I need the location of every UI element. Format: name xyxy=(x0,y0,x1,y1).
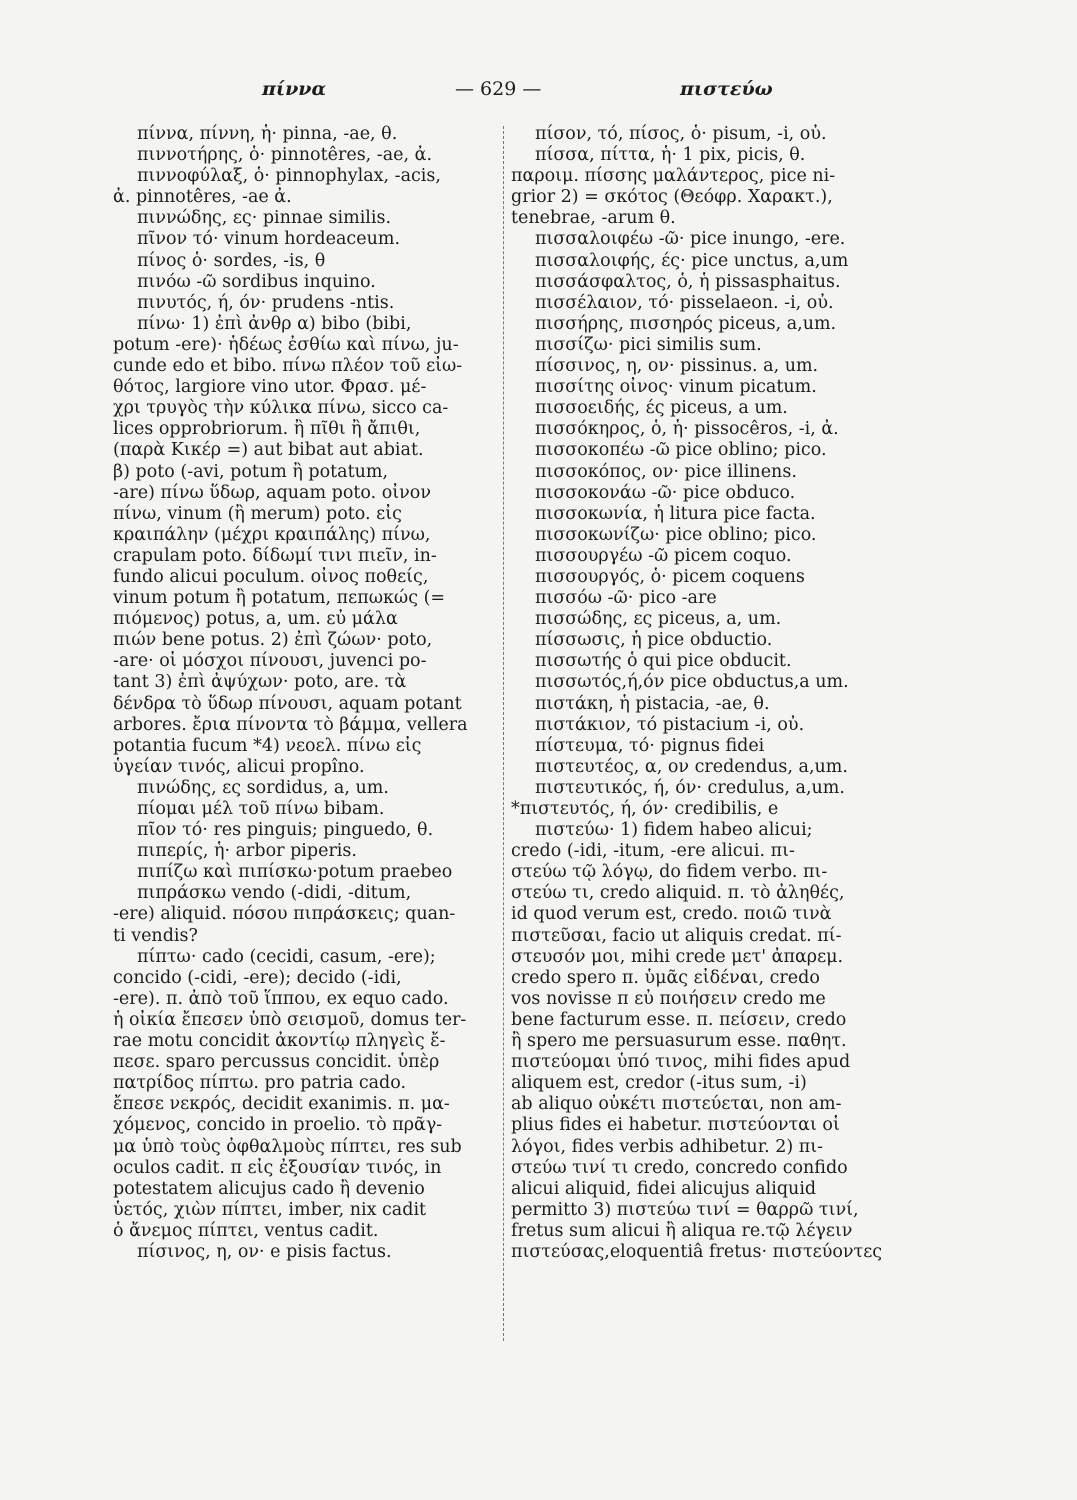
text-line: στευσόν μοι, mihi crede μετ' ἀπαρεμ. xyxy=(511,946,844,967)
text-line: πιννώδης, ες· pinnae similis. xyxy=(137,208,392,229)
text-line: πιπίζω καὶ πιπίσκω·potum praebeo xyxy=(137,862,453,883)
text-line: grior 2) = σκότος (Θεόφρ. Χαρακτ.), xyxy=(511,187,833,208)
text-line: *πιστευτός, ή, όν· credibilis, e xyxy=(511,799,779,819)
text-line: πιννοφύλαξ, ὁ· pinnophylax, -acis, xyxy=(137,166,441,187)
text-line: ti vendis? xyxy=(113,925,198,946)
text-line: χρι τρυγὸς τὴν κύλικα πίνω, sicco ca- xyxy=(113,398,449,419)
text-line: permitto 3) πιστεύω τινί = θαρρῶ τινί, xyxy=(511,1199,859,1220)
text-line: πίομαι μέλ τοῦ πίνω bibam. xyxy=(137,799,385,819)
text-line: πισσοκωνίζω· pice oblino; pico. xyxy=(535,524,817,545)
text-line: id quod verum est, credo. ποιῶ τινὰ xyxy=(511,904,832,925)
text-line: πισσώδης, ες piceus, a, um. xyxy=(535,609,782,630)
text-line: πισσοκόπος, ον· pice illinens. xyxy=(535,461,797,482)
text-line: ἢ spero me persuasurum esse. παθητ. xyxy=(511,1031,847,1052)
text-line: πίσινος, η, ον· e pisis factus. xyxy=(137,1241,392,1262)
text-line: vinum potum ἢ potatum, πεπωκώς (= xyxy=(113,588,446,609)
text-line: πιστάκιον, τό pistacium -i, οὐ. xyxy=(535,714,805,735)
header-first-entry: πίννα xyxy=(262,78,327,100)
text-line: πισσωτός,ή,όν pice obductus,a um. xyxy=(535,672,849,693)
text-line: ὑγείαν τινός, alicui propîno. xyxy=(113,756,365,777)
left-column xyxy=(113,124,508,1263)
text-line: στεύω τῷ λόγῳ, do fidem verbo. πι- xyxy=(511,862,828,883)
text-line: potestatem alicujus cado ἢ devenio xyxy=(113,1178,425,1199)
text-line: πιστευτικός, ή, όν· credulus, a,um. xyxy=(535,777,845,798)
text-line: πιόμενος) potus, a, um. εὖ μάλα xyxy=(113,609,398,630)
text-line: πιστεύσας,eloquentiâ fretus· πιστεύοντες xyxy=(511,1241,883,1262)
text-line: πισσουργέω -ῶ picem coquo. xyxy=(535,545,792,566)
text-line: πινώδης, ες sordidus, a, um. xyxy=(137,777,389,798)
text-line: credo spero π. ὑμᾶς εἰδέναι, credo xyxy=(511,967,820,988)
text-line: πισσόω -ῶ· pico -are xyxy=(535,588,717,609)
text-line: πιπερίς, ἡ· arbor piperis. xyxy=(137,841,357,862)
text-line: πισσουργός, ὁ· picem coquens xyxy=(535,566,805,587)
page-number: — 629 — xyxy=(455,78,542,100)
text-line: πινυτός, ή, όν· prudens -ntis. xyxy=(137,292,395,313)
text-line: θότος, largiore vino utor. Φρασ. μέ- xyxy=(113,377,427,398)
text-line: λόγοι, fides verbis adhibetur. 2) πι- xyxy=(511,1136,824,1157)
text-line: β) poto (-avi, potum ἢ potatum, xyxy=(113,461,389,482)
text-line: aliquem est, credor (-itus sum, -i) xyxy=(511,1073,807,1094)
text-line: fretus sum alicui ἢ aliqua re.τῷ λέγειν xyxy=(511,1220,853,1241)
text-line: potum -ere)· ἡδέως ἐσθίω καὶ πίνω, ju- xyxy=(113,334,459,355)
text-line: ὑετός, χιὼν πίπτει, imber, nix cadit xyxy=(113,1199,427,1220)
text-line: πίσσινος, η, ον· pissinus. a, um. xyxy=(535,356,819,377)
text-line: ἔπεσε νεκρός, decidit exanimis. π. μα- xyxy=(113,1094,450,1115)
text-line: ὁ ἄνεμος πίπτει, ventus cadit. xyxy=(113,1220,379,1241)
text-line: πίνω· 1) ἐπὶ ἀνθρ α) bibo (bibi, xyxy=(137,313,412,334)
text-line: στεύω τι, credo aliquid. π. τὸ ἀληθές, xyxy=(511,883,845,904)
text-line: tant 3) ἐπὶ ἀψύχων· poto, are. τὰ xyxy=(113,672,407,693)
text-line: ab aliquo οὐκέτι πιστεύεται, non am- xyxy=(511,1094,842,1115)
text-line: πίνω, vinum (ἢ merum) poto. εἰς xyxy=(113,503,402,524)
header-last-entry: πιστεύω xyxy=(680,78,773,100)
text-line: (παρὰ Κικέρ =) aut bibat aut abiat. xyxy=(113,440,424,461)
text-line: πιπράσκω vendo (-didi, -ditum, xyxy=(137,883,412,904)
text-line: plius fides ei habetur. πιστεύονται οἱ xyxy=(511,1115,840,1136)
text-line: credo (-idi, -itum, -ere alicui. πι- xyxy=(511,841,795,862)
text-line: bene facturum esse. π. πείσειν, credo xyxy=(511,1009,847,1030)
text-line: χόμενος, concido in proelio. τὸ πρᾶγ- xyxy=(113,1115,443,1136)
text-line: πισσοειδής, ές piceus, a um. xyxy=(535,398,788,419)
text-line: πίσον, τό, πίσος, ὁ· pisum, -i, οὐ. xyxy=(535,124,827,144)
text-line: πισσοκοπέω -ῶ pice oblino; pico. xyxy=(535,440,827,461)
text-line: πιστεύω· 1) fidem habeo alicui; xyxy=(535,820,813,841)
text-line: vos novisse π εὖ ποιήσειν credo me xyxy=(511,988,826,1009)
text-line: πῖον τό· res pinguis; pinguedo, θ. xyxy=(137,820,434,841)
text-line: lices opprobriorum. ἢ πῖθι ἢ ἄπιθι, xyxy=(113,419,421,440)
text-line: πίννα, πίννη, ἡ· pinna, -ae, θ. xyxy=(137,124,398,144)
text-line: κραιπάλην (μέχρι κραιπάλης) πίνω, xyxy=(113,524,431,545)
text-line: πισσίτης οἶνος· vinum picatum. xyxy=(535,377,817,398)
text-line: πίνος ὁ· sordes, -is, θ xyxy=(137,250,326,271)
text-line: πισσόκηρος, ὁ, ἡ· pissocêros, -i, ἀ. xyxy=(535,419,839,440)
text-line: arbores. ἔρια πίνοντα τὸ βάμμα, vellera xyxy=(113,714,468,735)
text-line: πιστεύομαι ὑπό τινος, mihi fides apud xyxy=(511,1052,851,1073)
text-line: πισσαλοιφέω -ῶ· pice inungo, -ere. xyxy=(535,229,846,250)
text-line: παροιμ. πίσσης μαλάντερος, pice ni- xyxy=(511,166,836,187)
text-line: ἡ οἰκία ἔπεσεν ὑπὸ σεισμοῦ, domus ter- xyxy=(113,1009,467,1030)
text-line: crapulam poto. δίδωμί τινι πιεῖν, in- xyxy=(113,545,437,566)
text-line: tenebrae, -arum θ. xyxy=(511,208,676,229)
text-line: -ere). π. ἀπὸ τοῦ ἵππου, ex equo cado. xyxy=(113,988,449,1009)
text-line: πισσοκονάω -ῶ· pice obduco. xyxy=(535,482,796,503)
text-line: πίσσα, πίττα, ἡ· 1 pix, picis, θ. xyxy=(535,145,806,166)
text-line: ἀ. pinnotêres, -ae ἀ. xyxy=(113,187,292,208)
text-line: πίσσωσις, ἡ pice obductio. xyxy=(535,630,773,651)
text-line: πισσαλοιφής, ές· pice unctus, a,um xyxy=(535,250,849,271)
text-line: -ere) aliquid. πόσου πιπράσκεις; quan- xyxy=(113,904,456,925)
text-line: στεύω τινί τι credo, concredo confido xyxy=(511,1157,848,1178)
text-line: δένδρα τὸ ὕδωρ πίνουσι, aquam potant xyxy=(113,693,462,714)
text-line: πισσίζω· pici similis sum. xyxy=(535,334,762,355)
text-line: πιών bene potus. 2) ἐπὶ ζώων· poto, xyxy=(113,630,433,651)
text-line: -are· οἱ μόσχοι πίνουσι, juvenci po- xyxy=(113,651,427,672)
text-line: oculos cadit. π εἰς ἐξουσίαν τινός, in xyxy=(113,1157,442,1178)
text-line: πίπτω· cado (cecidi, casum, -ere); xyxy=(137,946,436,967)
text-line: μα ὑπὸ τοὺς ὀφθαλμοὺς πίπτει, res sub xyxy=(113,1136,462,1157)
text-line: πατρίδος πίπτω. pro patria cado. xyxy=(113,1073,407,1094)
text-line: πισσοκωνία, ἡ litura pice facta. xyxy=(535,503,816,524)
text-line: concido (-cidi, -ere); decido (-idi, xyxy=(113,967,402,988)
text-line: πιστευτέος, α, ον credendus, a,um. xyxy=(535,756,848,777)
text-line: rae motu concidit ἀκοντίῳ πληγεὶς ἔ- xyxy=(113,1031,446,1052)
right-column xyxy=(511,124,909,1263)
text-line: fundo alicui poculum. οἶνος ποθείς, xyxy=(113,566,429,587)
text-line: πισσωτής ὁ qui pice obducit. xyxy=(535,651,792,672)
text-line: πισσάσφαλτος, ὁ, ἡ pissasphaitus. xyxy=(535,271,841,292)
text-line: πιννοτήρης, ὁ· pinnotêres, -ae, ἀ. xyxy=(137,145,433,166)
text-line: potantia fucum *4) νεοελ. πίνω εἰς xyxy=(113,735,422,756)
text-line: -are) πίνω ὕδωρ, aquam poto. οἶνον xyxy=(113,482,431,503)
text-line: πίστευμα, τό· pignus fidei xyxy=(535,735,765,756)
text-line: πισσέλαιον, τό· pisselaeon. -i, οὐ. xyxy=(535,292,834,313)
text-line: πινόω -ῶ sordibus inquino. xyxy=(137,271,376,292)
text-line: πιστάκη, ἡ pistacia, -ae, θ. xyxy=(535,693,770,714)
text-line: alicui aliquid, fidei alicujus aliquid xyxy=(511,1178,817,1199)
page-header xyxy=(120,78,990,108)
text-line: πῖνον τό· vinum hordeaceum. xyxy=(137,229,401,250)
text-line: πεσε. sparo percussus concidit. ὑπὲρ xyxy=(113,1052,440,1073)
text-line: πιστεῦσαι, facio ut aliquis credat. πί- xyxy=(511,925,842,946)
text-line: πισσήρης, πισσηρός piceus, a,um. xyxy=(535,313,837,334)
text-line: cunde edo et bibo. πίνω πλέον τοῦ εἰω- xyxy=(113,356,463,377)
